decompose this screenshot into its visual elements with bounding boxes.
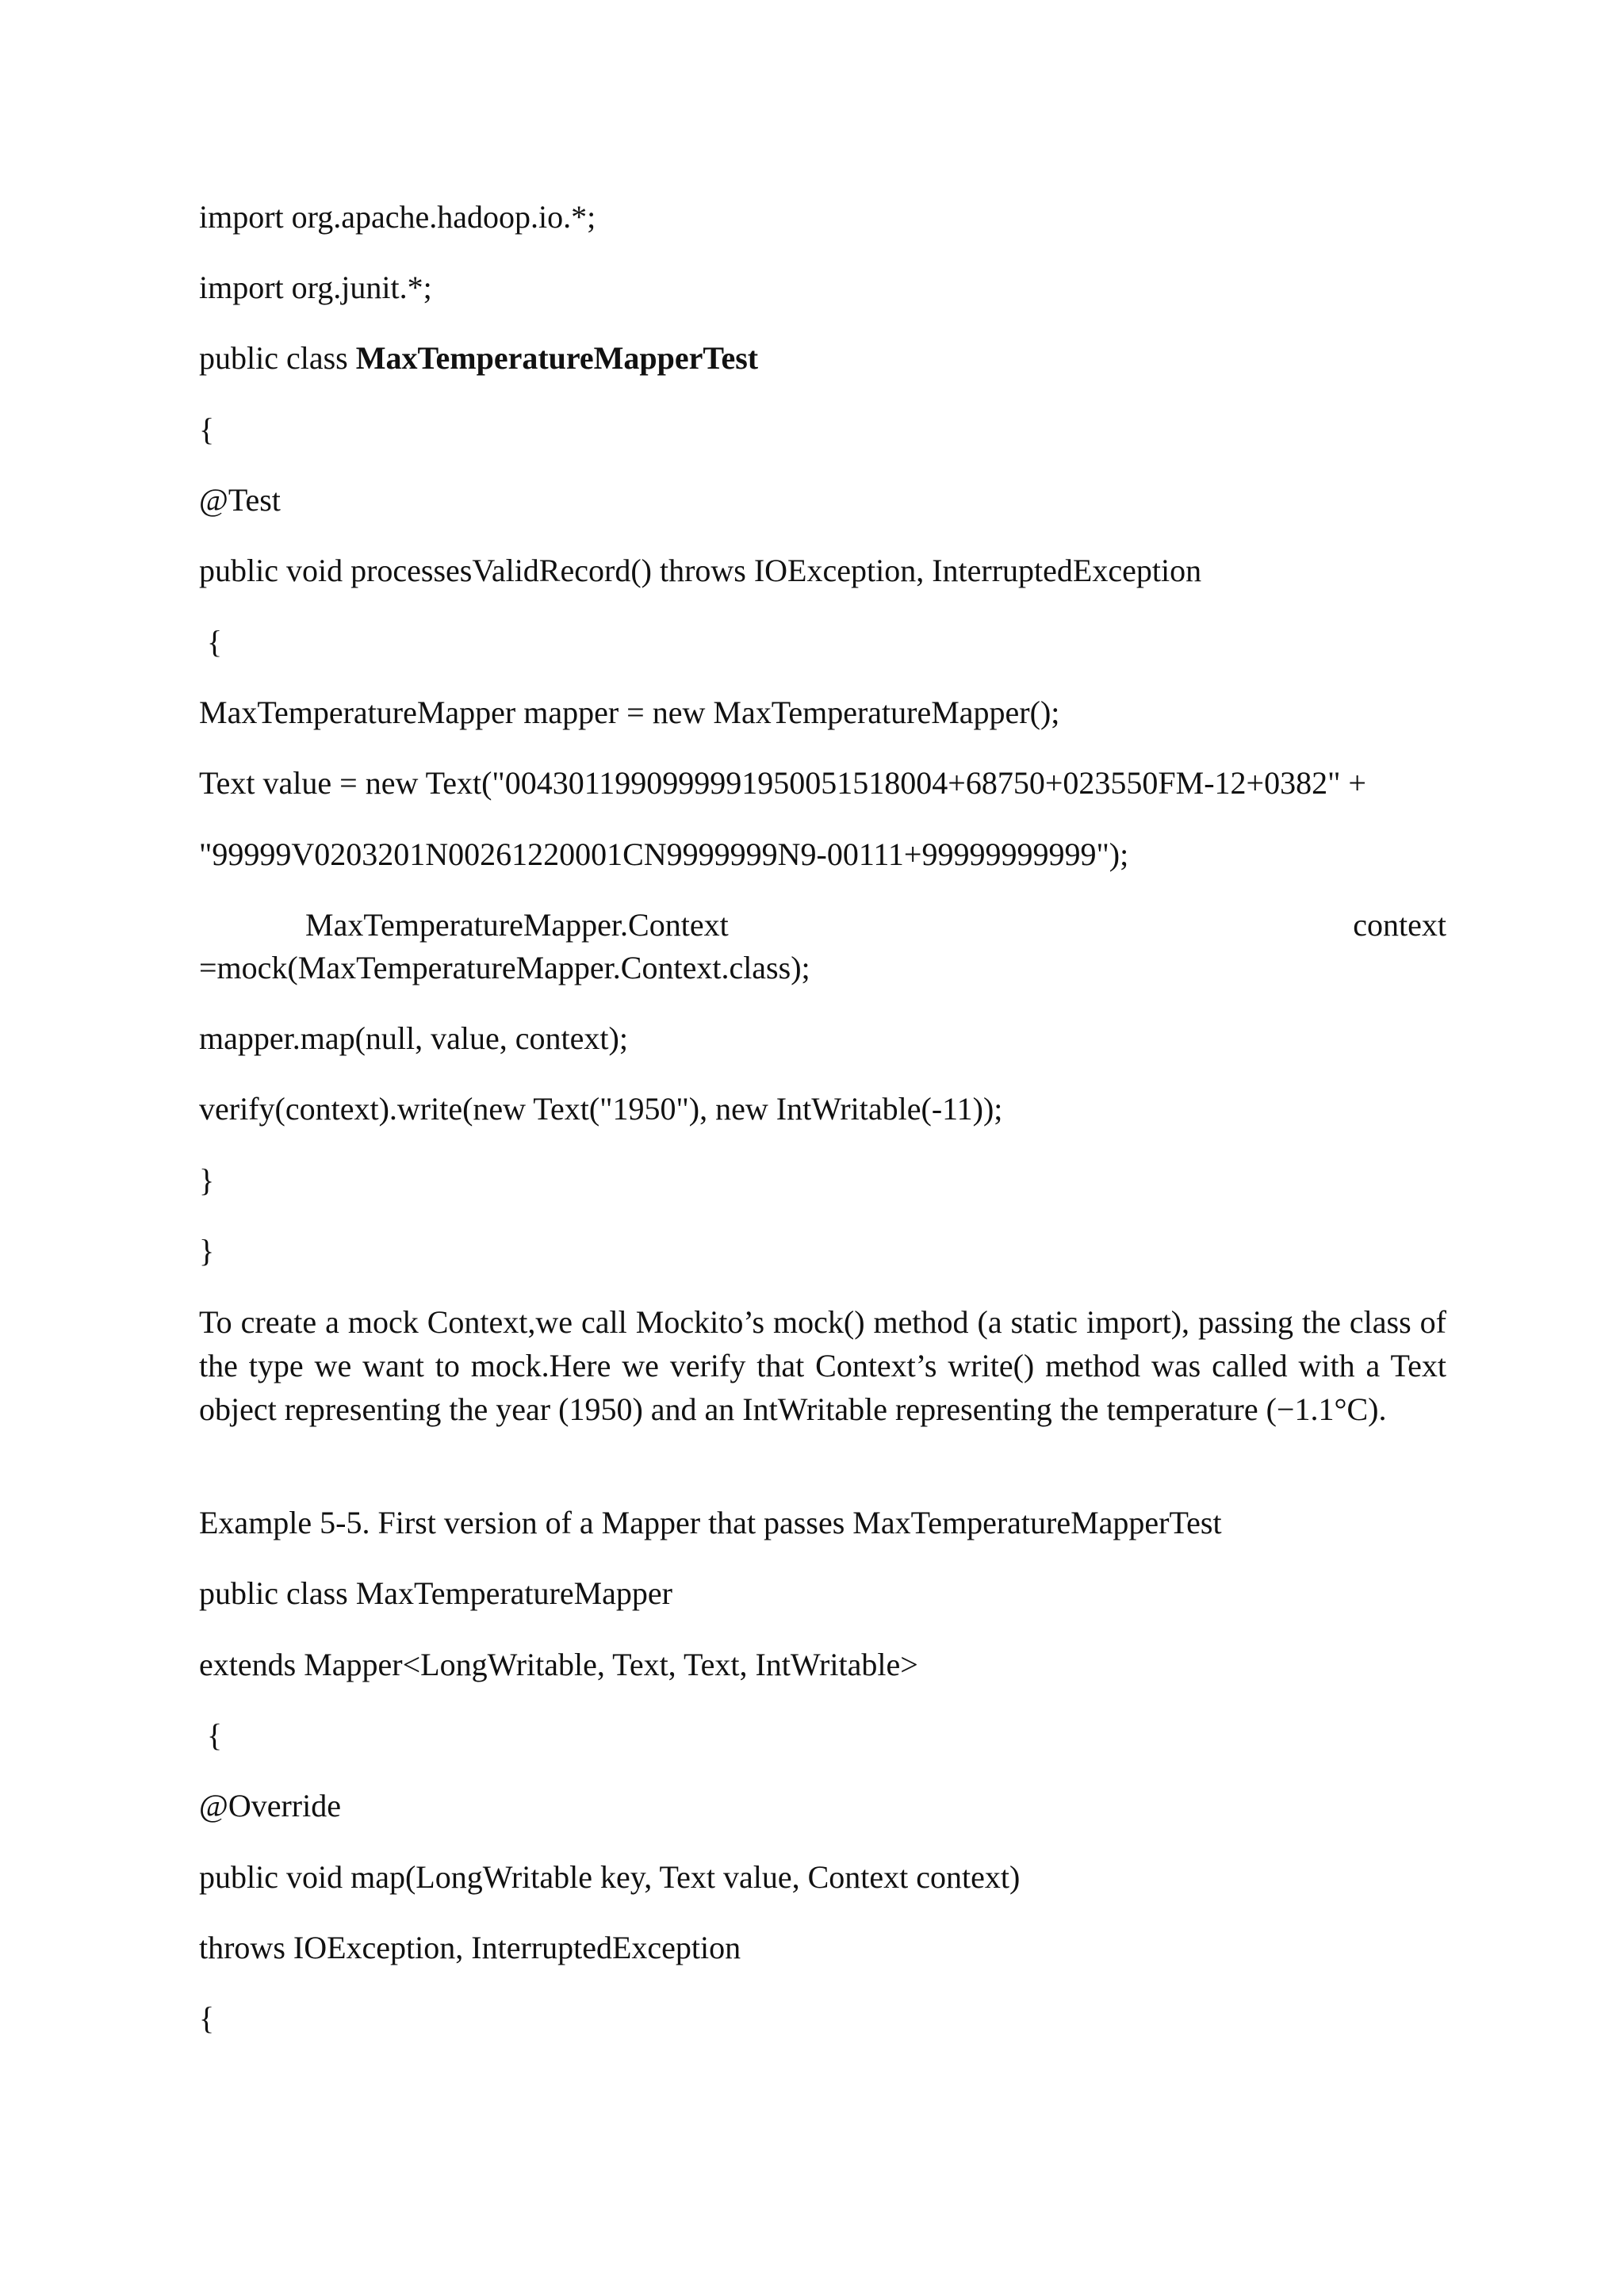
class-keyword: public class (199, 340, 356, 376)
extends-declaration: extends Mapper<LongWritable, Text, Text, IntWritable> (199, 1647, 918, 1682)
map-method-declaration: public void map(LongWritable key, Text value, Context context) (199, 1859, 1021, 1895)
class-declaration-line (199, 339, 758, 377)
verify-call-line: verify(context).write(new Text("1950"), new IntWritable(-11)); (199, 1091, 1003, 1127)
explanation-paragraph: To create a mock Context,we call Mockito’s mock() method (a static import), passing the class of the type we want to mock.Here we verify that Context’s write() method was called with a Text object representing the year (1950) and an IntWritable representing the temperature (−1.1°C). (199, 1304, 1446, 1427)
class-name: MaxTemperatureMapperTest (355, 340, 759, 376)
method-declaration: public void processesValidRecord() throws IOException, InterruptedException (199, 553, 1202, 588)
mapper-init-line: MaxTemperatureMapper mapper = new MaxTemperatureMapper(); (199, 695, 1060, 730)
open-brace-class: { (199, 411, 215, 447)
open-brace-method: { (199, 624, 223, 660)
open-brace-map-method: { (199, 2000, 215, 2036)
throws-declaration: throws IOException, InterruptedException (199, 1930, 741, 1965)
text-value-line-1: Text value = new Text("0043011990999991950051518004+68750+023550FM-12+0382" + (199, 765, 1366, 801)
context-variable: context (1353, 907, 1446, 943)
context-type: MaxTemperatureMapper.Context (305, 907, 729, 943)
example-caption: Example 5-5. First version of a Mapper that passes MaxTemperatureMapperTest (199, 1505, 1222, 1540)
map-call-line: mapper.map(null, value, context); (199, 1020, 628, 1056)
text-value-line-2: "99999V0203201N00261220001CN9999999N9-00111+99999999999"); (199, 836, 1129, 872)
test-annotation: @Test (199, 482, 281, 518)
close-brace-class: } (199, 1233, 215, 1269)
mapper-class-declaration: public class MaxTemperatureMapper (199, 1575, 672, 1611)
import-junit-line: import org.junit.*; (199, 270, 432, 305)
override-annotation: @Override (199, 1788, 341, 1823)
context-mock-line: =mock(MaxTemperatureMapper.Context.class); (199, 950, 810, 985)
open-brace-mapper-class: { (199, 1717, 223, 1753)
close-brace-method: } (199, 1162, 215, 1198)
import-io-line: import org.apache.hadoop.io.*; (199, 199, 596, 235)
